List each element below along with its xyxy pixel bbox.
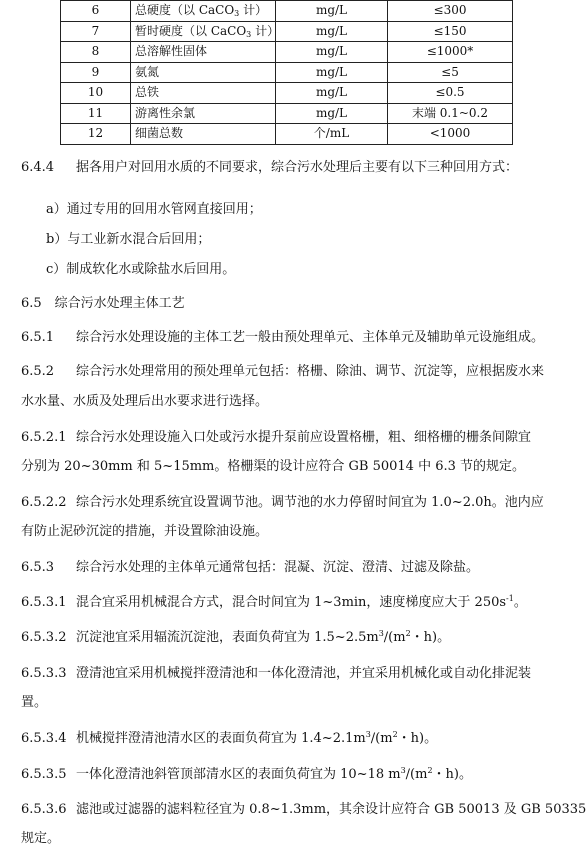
table-cell-item: 细菌总数 — [131, 124, 276, 145]
water-quality-table — [60, 0, 513, 145]
table-row — [61, 1, 513, 22]
table-row — [61, 103, 513, 124]
table-cell-item: 暂时硬度（以 CaCO$_3$ 计） — [131, 21, 276, 42]
table-row — [61, 42, 513, 63]
table-cell-limit: <1000 — [388, 124, 513, 145]
table-cell-item: 游离性余氯 — [131, 103, 276, 124]
table-cell-number: 11 — [61, 103, 131, 124]
table-cell-number: 8 — [61, 42, 131, 63]
table-cell-number: 10 — [61, 83, 131, 104]
table-cell-item: 总溶解性固体 — [131, 42, 276, 63]
table-cell-item: 氨氮 — [131, 62, 276, 83]
table-cell-limit: ≤300 — [388, 1, 513, 22]
table-row — [61, 124, 513, 145]
table-row — [61, 83, 513, 104]
table-cell-unit: mg/L — [276, 103, 388, 124]
table-cell-unit: mg/L — [276, 62, 388, 83]
table-cell-number: 9 — [61, 62, 131, 83]
table-cell-unit: 个/mL — [276, 124, 388, 145]
table-cell-limit: ≤1000* — [388, 42, 513, 63]
clause-number: 6.4.4 — [21, 160, 55, 175]
table-cell-unit: mg/L — [276, 42, 388, 63]
table-cell-limit: ≤0.5 — [388, 83, 513, 104]
table-cell-number: 6 — [61, 1, 131, 22]
table-cell-item: 总铁 — [131, 83, 276, 104]
table-cell-limit: ≤5 — [388, 62, 513, 83]
clause-text: 据各用户对回用水质的不同要求，综合污水处理后主要有以下三种回用方式： — [76, 160, 519, 175]
table-cell-number: 12 — [61, 124, 131, 145]
table-cell-unit: mg/L — [276, 21, 388, 42]
table-cell-unit: mg/L — [276, 83, 388, 104]
table-cell-unit: mg/L — [276, 1, 388, 22]
table-row — [61, 21, 513, 42]
table-cell-limit: 末端 0.1~0.2 — [388, 103, 513, 124]
table-cell-limit: ≤150 — [388, 21, 513, 42]
table-cell-item: 总硬度（以 CaCO$_3$ 计） — [131, 1, 276, 22]
table-row — [61, 62, 513, 83]
table-cell-number: 7 — [61, 21, 131, 42]
